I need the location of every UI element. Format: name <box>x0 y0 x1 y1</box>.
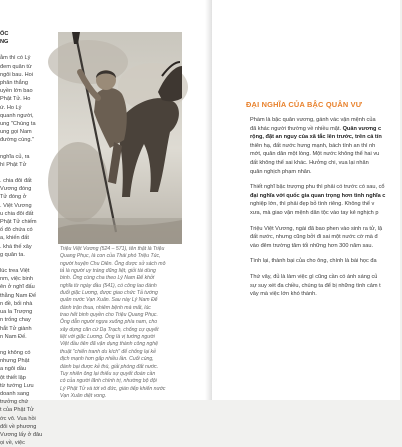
left-column-line: t của Phật Tử <box>0 407 34 414</box>
body-line <box>250 290 402 299</box>
body-text-run: vào đêm trường tăm tối những hơn 300 năm sau. <box>250 242 374 249</box>
body-text-run: thiên hạ, đất nước hưng mạnh, bách tính an thì nh <box>250 142 376 149</box>
left-column-line: . khá thế xây <box>0 243 32 250</box>
left-column-line: đem quân từ <box>0 63 32 70</box>
left-column-line: ua la Trượng <box>0 309 33 316</box>
illustration-svg <box>58 32 182 244</box>
body-text-run: xưa, mà giao vận mệnh dân tộc vào tay kẻ nghịch p <box>250 209 379 216</box>
caption-line: đuổi giặc Lương, được giao chức Tả tướng <box>60 290 158 297</box>
caption-line: Vạn Xuân diệt vong. <box>60 392 107 399</box>
left-column-line: n trống chay <box>0 317 31 324</box>
paragraph-gap <box>250 250 402 257</box>
caption-line: địch mạnh hơn gấp nhiều lần. Cuối cùng, <box>60 356 154 363</box>
left-column-line: ọi về, việc <box>0 440 25 447</box>
caption-line: Tuy nhiên ông lại thiếu sự quyết đoán cần <box>60 370 156 377</box>
body-line <box>250 273 402 282</box>
caption-line: xây dựng căn cứ Dạ Trạch, chống cự quyết <box>60 326 159 333</box>
body-line <box>250 282 402 291</box>
body-line <box>250 142 402 151</box>
left-column-line: trưởng chứ <box>0 399 29 406</box>
section-heading: ĐẠI NGHĨA CỦA BẬC QUÂN VƯ <box>246 100 363 109</box>
body-text-run: đất nước, nhưng cũng bởi đi sai một nước cờ mà đ <box>250 234 378 241</box>
left-column-line: ung "Chúng ta <box>0 121 36 128</box>
left-column-line: Tử đóng ở <box>0 194 27 201</box>
left-column-line: ột thiết lập <box>0 374 26 381</box>
caption-line: Ông dẫn người ngựa xuống phía nam, cho <box>60 319 158 326</box>
left-column-line: quanh người, <box>0 112 34 119</box>
caption-line: Việt đầu tiên đã vận dụng thành công nghệ <box>60 341 158 348</box>
left-column-line: ố đô chứa có <box>0 227 33 234</box>
body-line <box>250 125 402 134</box>
body-line <box>250 242 402 251</box>
left-column-line <box>0 259 52 267</box>
body-line <box>250 200 402 209</box>
left-column-line: n đề, bối nhà <box>0 300 33 307</box>
left-column-line: ngôi bau. Hoi <box>0 71 33 78</box>
caption-line: thuật "chiến tranh du kích" để chống lại kẻ <box>60 348 156 355</box>
left-column-line: ỐC <box>0 31 9 37</box>
body-line <box>250 209 402 218</box>
body-line <box>250 116 402 125</box>
caption-line: đánh trận thua, nhiêm bệnh mà mất, lúc <box>60 304 151 311</box>
left-column-line: Phật Tử. Ho <box>0 96 31 103</box>
caption-line: quân nước Vạn Xuân. Sau này Lý Nam Đế <box>60 297 158 304</box>
body-text-run: vây mà việc lớn khó thành. <box>250 291 317 298</box>
right-page <box>212 0 400 400</box>
body-text-run: Phàm là bậc quân vương, gánh vác vận mệnh của <box>250 117 376 123</box>
caption-line: trao hết binh quyền cho Triệu Quang Phục. <box>60 312 158 319</box>
caption-line: Lý Phật Tử và tới vô đức, gián tiếp khiến nước <box>60 385 166 392</box>
caption-line: Quang Phục, là con của Thái phó Triệu Túc, <box>60 253 161 260</box>
body-text-run: đất không thể sai khác. Hưởng chi, vua lại nhân <box>250 159 369 166</box>
left-column-line: a ngôi dầu <box>0 366 27 373</box>
body-text-run: quân nghịch phạm nhân. <box>250 168 312 175</box>
caption-line: Triệu Việt Vương (524 – 571), tên thật là Triệu <box>60 246 165 252</box>
left-column-line: Vương lấy ở đâu <box>0 431 43 438</box>
body-paragraph <box>250 257 402 266</box>
body-line <box>250 257 402 266</box>
left-column-line: uyền lớn bao <box>0 88 33 95</box>
body-line <box>250 225 402 234</box>
left-column-line: ớc vô. Vua hồi <box>0 415 36 422</box>
body-paragraph <box>250 225 402 251</box>
caption-line: đánh bại được kẻ thù, giải phóng đất nước. <box>60 363 159 370</box>
left-column-line <box>0 145 52 153</box>
body-text-run: Tình lại, thành bại của cho ông, chính là bài học đa <box>250 258 377 265</box>
left-column-line: nhưng Phật <box>0 358 30 365</box>
left-column-line: . chia đôi đất <box>0 178 32 185</box>
left-column-line <box>0 169 52 177</box>
illustration-caption <box>60 246 180 400</box>
paragraph-gap <box>250 266 402 273</box>
caption-line: nghĩa từ ngày đầu (541), có công lao đánh <box>60 282 157 289</box>
body-text-run: Triệu Việt Vương, ngài đã bao phen vào sinh ra tử, lậ <box>250 225 383 232</box>
body-line <box>250 183 402 192</box>
caption-line: tả là người uy tráng dũng liệt, giỏi tài dùng <box>60 268 156 275</box>
left-column-line: u chia đôi đất <box>0 210 34 217</box>
left-column-line: Phật Tử chiếm <box>0 219 37 226</box>
paragraph-gap <box>250 218 402 225</box>
left-column-line: a, khiến đất <box>0 235 29 242</box>
body-paragraph <box>250 116 402 176</box>
body-line <box>250 192 402 201</box>
body-text-run: sự suy xét đa chiều, chúng ta để bị những tình cảm t <box>250 282 381 289</box>
left-column-line: hắt Tử giành <box>0 325 32 332</box>
paragraph-gap <box>250 176 402 183</box>
left-column-line: nghĩa củ, ra <box>0 153 30 160</box>
left-column-line: NG <box>0 39 9 46</box>
left-column-line: g quân ta. <box>0 251 25 258</box>
left-column-line: đổi về phương <box>0 423 37 430</box>
body-text-run: đã khác người thường về nhiều mặt. <box>250 125 343 132</box>
right-body-text <box>250 116 402 299</box>
body-text-run: mớt, quân dân một lòng. Một nước không thể hai vu <box>250 151 380 158</box>
body-paragraph <box>250 273 402 299</box>
body-bold-run: Quân vương c <box>342 125 382 132</box>
body-line <box>250 233 402 242</box>
left-column-line: ung gọi Nam <box>0 129 32 136</box>
left-column-line: Vương đóng <box>0 186 32 193</box>
body-paragraph <box>250 183 402 217</box>
caption-line: binh. Ông cùng cha theo Lý Nam Đế khởi <box>60 275 155 282</box>
body-line <box>250 150 402 159</box>
left-column-line: ằm thì có Lý <box>0 55 31 62</box>
left-column-line: thằng Nam Đế <box>0 292 37 299</box>
left-column-line: hì Phật Tử <box>0 161 27 168</box>
left-text-column <box>0 30 52 447</box>
body-text-run: nghiệp lớn, thì phải đẹp bỏ tình riêng. Không thể v <box>250 201 375 208</box>
body-text-run: Thiết nghĩ bậc trượng phu thì phải có trước có sau, cổ <box>250 184 385 191</box>
left-column-line: doanh sang <box>0 390 30 397</box>
body-bold-run: đại nghĩa với quốc gia quan trọng hơn tình nghĩa c <box>250 192 386 199</box>
left-column-line <box>0 46 52 54</box>
left-column-line: nm, việc binh <box>0 276 33 283</box>
left-column-line: phân thắng <box>0 80 28 87</box>
left-column-line: ng không có <box>0 349 31 356</box>
caption-line: liệt với giặc Lương. Ông là vị tướng người <box>60 334 155 341</box>
left-column-line <box>0 341 52 349</box>
left-column-line: ứ. Ho Lý <box>0 104 22 111</box>
body-bold-run: rộng, đặt an nguy của xã tắc lên trước, trên cả tín <box>250 134 382 141</box>
caption-line: có của người lãnh chính trị, nhường bộ đội <box>60 378 157 385</box>
caption-line: người huyện Chu Diên. Ông được sử sách mô <box>60 260 166 267</box>
left-column-line: . Việt Vương <box>0 202 32 209</box>
body-line <box>250 159 402 168</box>
left-column-line: từ tướng Lưu <box>0 382 34 389</box>
left-column-line: lúc trea Việt <box>0 268 30 275</box>
body-line <box>250 133 402 142</box>
left-column-line: đường cùng." <box>0 137 34 144</box>
left-column-line: ên ở nghĩ đấu <box>0 284 35 291</box>
body-text-run: Thứ vây, đủ là làm việc gì cũng cần có ánh sáng củ <box>250 273 378 280</box>
warrior-on-horse-illustration <box>58 32 182 244</box>
left-column-line: n Nam Đế. <box>0 333 27 340</box>
body-line <box>250 168 402 177</box>
